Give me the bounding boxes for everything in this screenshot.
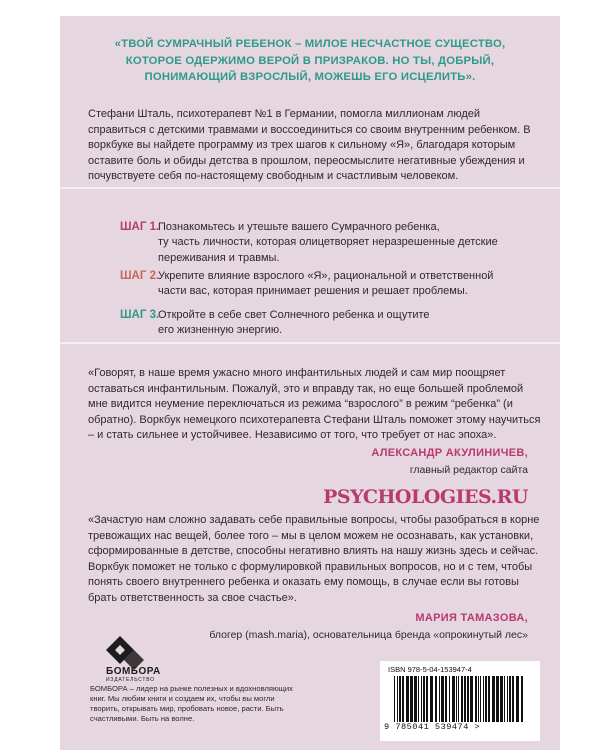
barcode-bar <box>414 676 417 722</box>
barcode-bar <box>492 676 495 722</box>
barcode-bar <box>435 676 437 722</box>
publisher-subtitle: ИЗДАТЕЛЬСТВО <box>106 677 155 683</box>
epigraph-quote: «ТВОЙ СУМРАЧНЫЙ РЕБЕНОК – МИЛОЕ НЕСЧАСТНОЕ СУЩЕСТВО, КОТОРОЕ ОДЕРЖИМО ВЕРОЙ В ПРИЗРАКОВ. НО ТЫ, ДОБРЫЙ, ПОНИМАЮЩИЙ ВЗРОСЛЫЙ, МОЖЕШЬ ЕГО ИСЦЕЛИТЬ». <box>114 38 506 83</box>
section-divider <box>60 187 560 189</box>
barcode <box>380 661 540 741</box>
isbn-label: ISBN 978-5-04-153947-4 <box>388 665 472 674</box>
barcode-bar <box>509 676 511 722</box>
barcode-bar <box>521 676 523 722</box>
review-akulinichev: «Говорят, в наше время ужасно много инфантильных людей и сам мир поощряет оставаться инфантильным. Пожалуй, это и вправду так, но еще большей проблемой мне видится неумение переключаться из режима “взрослого” в режим “ребенка” (и обратно). Воркбук немецкого психотерапевта Стефани Шталь поможет этому научиться – и стать сильнее и устойчивее. Независимо от того, что требует от нас эпоха». <box>88 367 541 442</box>
step-label: ШАГ 3. <box>120 309 160 321</box>
intro-paragraph: Стефани Шталь, психотерапевт №1 в Германии, помогла миллионам людей справиться с детскими травмами и воссоединиться со своим внутренним ребенком. В воркбуке вы найдете программу из трех шагов к сильному «Я», благодаря которым оставите боль и обиды детства в прошлом, переосмыслите негативные убеждения и почувствуете себя по-настоящему свободным и счастливым человеком. <box>88 108 531 183</box>
barcode-bar <box>441 676 444 722</box>
barcode-bar <box>452 676 455 722</box>
barcode-bar <box>500 676 503 722</box>
barcode-bar <box>516 676 519 722</box>
barcode-bar <box>478 676 479 722</box>
barcode-bar <box>421 676 422 722</box>
barcode-bar <box>426 676 428 722</box>
barcode-bar <box>496 676 499 722</box>
barcode-bar <box>406 676 409 722</box>
barcode-bar <box>464 676 466 722</box>
barcode-bar <box>456 676 457 722</box>
barcode-bar <box>402 676 404 722</box>
barcode-bar <box>397 676 398 722</box>
step-text: Откройте в себе свет Солнечного ребенка и ощутите его жизненную энергию. <box>158 309 430 337</box>
barcode-bar <box>507 676 508 722</box>
ean-number: 9 785041 539474 > <box>384 722 481 732</box>
reviewer-name: МАРИЯ ТАМАЗОВА, <box>415 612 528 624</box>
barcode-bar <box>439 676 440 722</box>
psychologies-logo: PSYCHOLOGIES.RU <box>323 486 528 508</box>
step-label: ШАГ 1. <box>120 221 160 233</box>
reviewer-name: АЛЕКСАНДР АКУЛИНИЧЕВ, <box>371 447 528 459</box>
barcode-bar <box>423 676 425 722</box>
back-cover <box>60 16 560 750</box>
step-text: Познакомьтесь и утешьте вашего Сумрачного ребенка, ту часть личности, которая олицетворяет неразрешенные детские переживания и травмы. <box>158 221 498 264</box>
step-text: Укрепите влияние взрослого «Я», рациональной и ответственной части вас, которая принимает решения и решает проблемы. <box>158 270 494 298</box>
barcode-bar <box>480 676 481 722</box>
barcode-bar <box>467 676 469 722</box>
barcode-bar <box>399 676 401 722</box>
barcode-bar <box>449 676 450 722</box>
barcode-bar <box>483 676 484 722</box>
reviewer-role: главный редактор сайта <box>409 464 528 476</box>
barcode-bar <box>430 676 433 722</box>
barcode-bar <box>470 676 473 722</box>
barcode-bar <box>410 676 413 722</box>
publisher-description: БОМБОРА – лидер на рынке полезных и вдохновляющих книг. Мы любим книги и создаем их, чтобы вы могли творить, открывать мир, пробовать новое, расти. Быть счастливыми. Быть на волне. <box>90 684 293 723</box>
barcode-bar <box>475 676 477 722</box>
publisher-name: БОМБОРА <box>106 666 161 677</box>
review-tamazova: «Зачастую нам сложно задавать себе правильные вопросы, чтобы разобраться в корне тревожащих нас вещей, более того – мы в целом можем не осознавать, как установки, сформированные в детстве, способны негативно влиять на нашу жизнь здесь и сейчас. Воркбук поможет не только с формулировкой правильных вопросов, но и с тем, чтобы понять своего внутреннего ребенка и оказать ему помощь, в случае если вы готовы брать ответственность за свое счастье». <box>88 514 540 604</box>
barcode-bar <box>504 676 505 722</box>
step-label: ШАГ 2. <box>120 270 160 282</box>
reviewer-role: блогер (mash.maria), основательница бренда «опрокинутый лес» <box>209 629 528 641</box>
barcode-bar <box>512 676 514 722</box>
barcode-bar <box>488 676 490 722</box>
barcode-bar <box>418 676 419 722</box>
barcode-bar <box>394 676 395 722</box>
barcode-bar <box>485 676 487 722</box>
barcode-bars <box>394 676 526 722</box>
barcode-bar <box>458 676 459 722</box>
barcode-bar <box>445 676 447 722</box>
barcode-bar <box>461 676 463 722</box>
section-divider <box>60 342 560 344</box>
